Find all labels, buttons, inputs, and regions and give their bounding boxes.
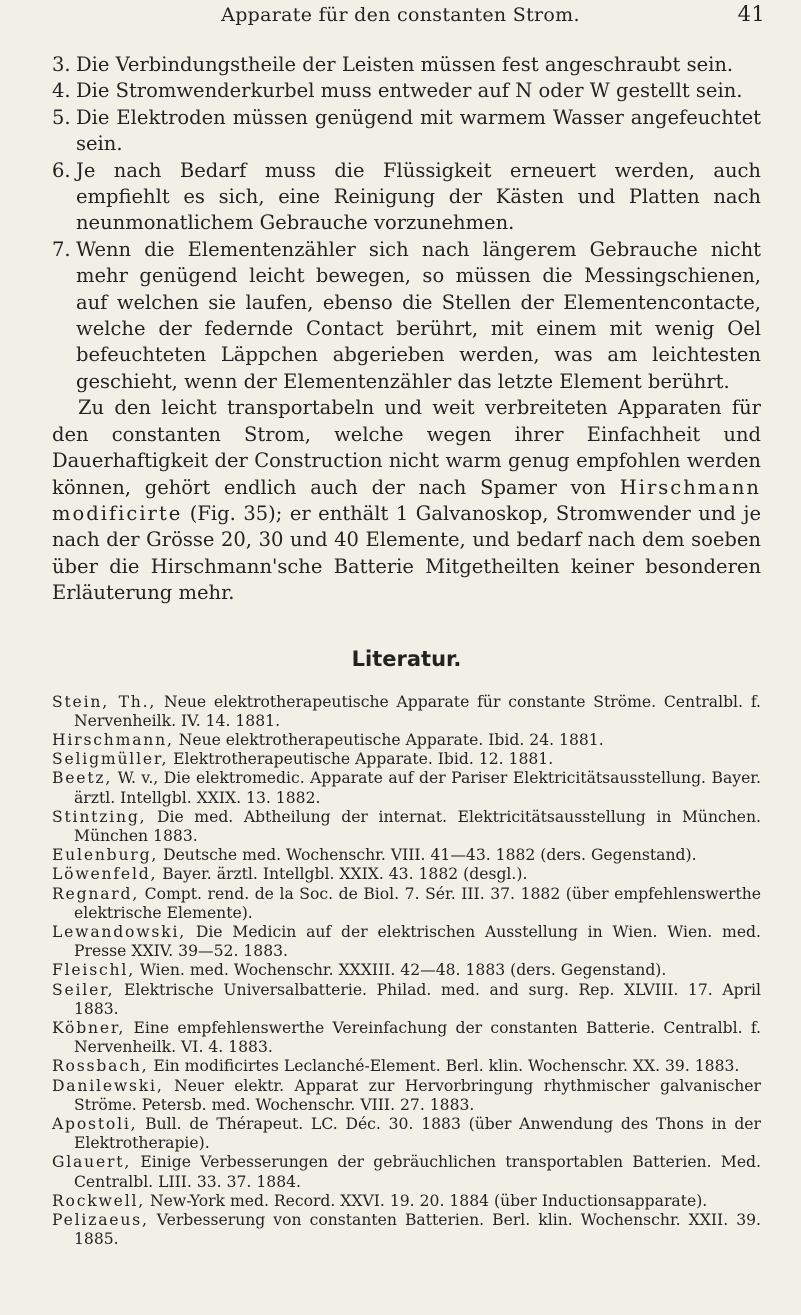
reference-text: New-York med. Record. XXVI. 19. 20. 1884 (über Inductionsapparate). [145, 1191, 708, 1210]
reference-author: Seligmüller, [52, 750, 169, 769]
reference-text: Bayer. ärztl. Intellgbl. XXIX. 43. 1882 (desgl.). [157, 865, 528, 884]
body-paragraph: Zu den leicht transportabeln und weit verbreiteten Apparaten für den constanten Strom, welche wegen ihrer Einfachheit und Dauerhaftigkeit der Construction nicht warm genug empfohlen werden können, gehört endlich auch der nach Spamer von Hirschmann modificirte (Fig. 35); er enthält 1 Galvanoskop, Stromwender und je nach der Grösse 20, 30 und 40 Elemente, und bedarf nach dem soeben über die Hirschmann'sche Batterie Mitgetheilten keiner besonderen Erläuterung mehr. [52, 396, 761, 605]
reference-item [52, 1211, 761, 1249]
list-item: 6. Je nach Bedarf muss die Flüssigkeit erneuert werden, auch empfiehlt es sich, eine Reinigung der Kästen und Platten nach neunmonatlichem Gebrauche vorzunehmen. [52, 158, 761, 235]
reference-text: Deutsche med. Wochenschr. VIII. 41—43. 1882 (ders. Gegenstand). [158, 846, 697, 865]
reference-text: Bull. de Thérapeut. LC. Déc. 30. 1883 (über Anwendung des Thons in der Elektrotherapie). [74, 1115, 761, 1153]
reference-item [52, 1192, 761, 1211]
reference-item [52, 961, 761, 980]
reference-author: Danilewski, [52, 1076, 164, 1095]
reference-item [52, 981, 761, 1019]
reference-item [52, 808, 761, 846]
running-title: Apparate für den constanten Strom. [221, 4, 580, 26]
reference-item [52, 750, 761, 769]
reference-item [52, 1077, 761, 1115]
list-item: 7. Wenn die Elementenzähler sich nach längerem Gebrauche nicht mehr genügend leicht bewegen, so müssen die Messingschienen, auf welchen sie laufen, ebenso die Stellen der Elementencontacte, welche der federnde Contact berührt, mit einem mit wenig Oel befeuchteten Läppchen abgerieben werden, was am leichtesten geschieht, wenn der Elementenzähler das letzte Element berührt. [52, 237, 761, 393]
reference-text: W. v., Die elektromedic. Apparate auf der Pariser Elektricitätsausstellung. Bayer. ärztl. Intellgbl. XXIX. 13. 1882. [74, 769, 761, 807]
reference-author: Beetz, [52, 769, 113, 788]
reference-author: Lewandowski, [52, 922, 186, 941]
reference-item [52, 923, 761, 961]
reference-item [52, 1115, 761, 1153]
reference-author: Pelizaeus, [52, 1211, 149, 1230]
reference-item [52, 1153, 761, 1191]
literature-heading: Literatur. [351, 646, 462, 671]
reference-author: Stein, Th., [52, 692, 157, 711]
reference-text: Elektrische Universalbatterie. Philad. med. and surg. Rep. XLVIII. 17. April 1883. [74, 980, 761, 1018]
reference-author: Löwenfeld, [52, 865, 158, 884]
reference-text: Neue elektrotherapeutische Apparate. Ibid. 24. 1881. [173, 730, 604, 749]
reference-author: Fleischl, [52, 961, 135, 980]
reference-author: Stintzing, [52, 807, 147, 826]
reference-author: Rockwell, [52, 1191, 146, 1210]
reference-author: Glauert, [52, 1153, 132, 1172]
reference-author: Seiler, [52, 980, 115, 999]
reference-item [52, 731, 761, 750]
reference-text: Neue elektrotherapeutische Apparate für constante Ströme. Centralbl. f. Nervenheilk. IV. 14. 1881. [74, 692, 761, 730]
reference-text: Die Medicin auf der elektrischen Ausstellung in Wien. Wien. med. Presse XXIV. 39—52. 1883. [74, 922, 761, 961]
reference-text: Compt. rend. de la Soc. de Biol. 7. Sér. III. 37. 1882 (über empfehlenswerthe elektrische Elemente). [74, 884, 761, 922]
reference-text: Elektrotherapeutische Apparate. Ibid. 12. 1881. [168, 750, 554, 769]
list-item: 3. Die Verbindungstheile der Leisten müssen fest angeschraubt sein. [52, 53, 734, 76]
reference-item [52, 1019, 761, 1057]
reference-author: Apostoli, [52, 1115, 138, 1133]
reference-author: Eulenburg, [52, 846, 159, 865]
reference-item [52, 769, 761, 807]
reference-author: Regnard, [52, 884, 140, 903]
reference-item [52, 865, 761, 884]
reference-text: Einige Verbesserungen der gebräuchlichen transportablen Batterien. Med. Centralbl. LIII. 33. 37. 1884. [74, 1153, 761, 1191]
reference-text: Eine empfehlenswerthe Vereinfachung der constanten Batterie. Centralbl. f. Nervenheilk. VI. 4. 1883. [74, 1018, 761, 1057]
list-item: 4. Die Stromwenderkurbel muss entweder auf N oder W gestellt sein. [52, 79, 743, 103]
page-body [52, 52, 761, 1249]
list-item: 5. Die Elektroden müssen genügend mit warmem Wasser angefeuchtet sein. [52, 105, 761, 156]
reference-text: Wien. med. Wochenschr. XXXIII. 42—48. 1883 (ders. Gegenstand). [134, 961, 667, 980]
reference-text: Neuer elektr. Apparat zur Hervorbringung rhythmischer galvanischer Ströme. Petersb. med. Wochenschr. VIII. 27. 1883. [74, 1076, 761, 1114]
reference-text: Ein modificirtes Leclanché-Element. Berl. klin. Wochenschr. XX. 39. 1883. [148, 1057, 740, 1076]
reference-author: Köbner, [52, 1018, 126, 1037]
reference-author: Hirschmann, [52, 730, 174, 749]
instruction-list [52, 52, 761, 395]
page-header [0, 2, 801, 34]
reference-item [52, 885, 761, 923]
name-hirschmann: Hirschmann [619, 475, 761, 499]
reference-text: Verbesserung von constanten Batterien. Berl. klin. Wochenschr. XXII. 39. 1885. [74, 1211, 761, 1249]
page-number: 41 [737, 2, 765, 26]
term-modificirte: modificirte [52, 501, 183, 525]
reference-item [52, 1057, 761, 1076]
reference-item [52, 693, 761, 731]
reference-author: Rossbach, [52, 1057, 149, 1076]
reference-list [52, 693, 761, 1250]
reference-item [52, 846, 761, 865]
reference-text: Die med. Abtheilung der internat. Elektricitätsausstellung in München. München 1883. [74, 807, 761, 845]
